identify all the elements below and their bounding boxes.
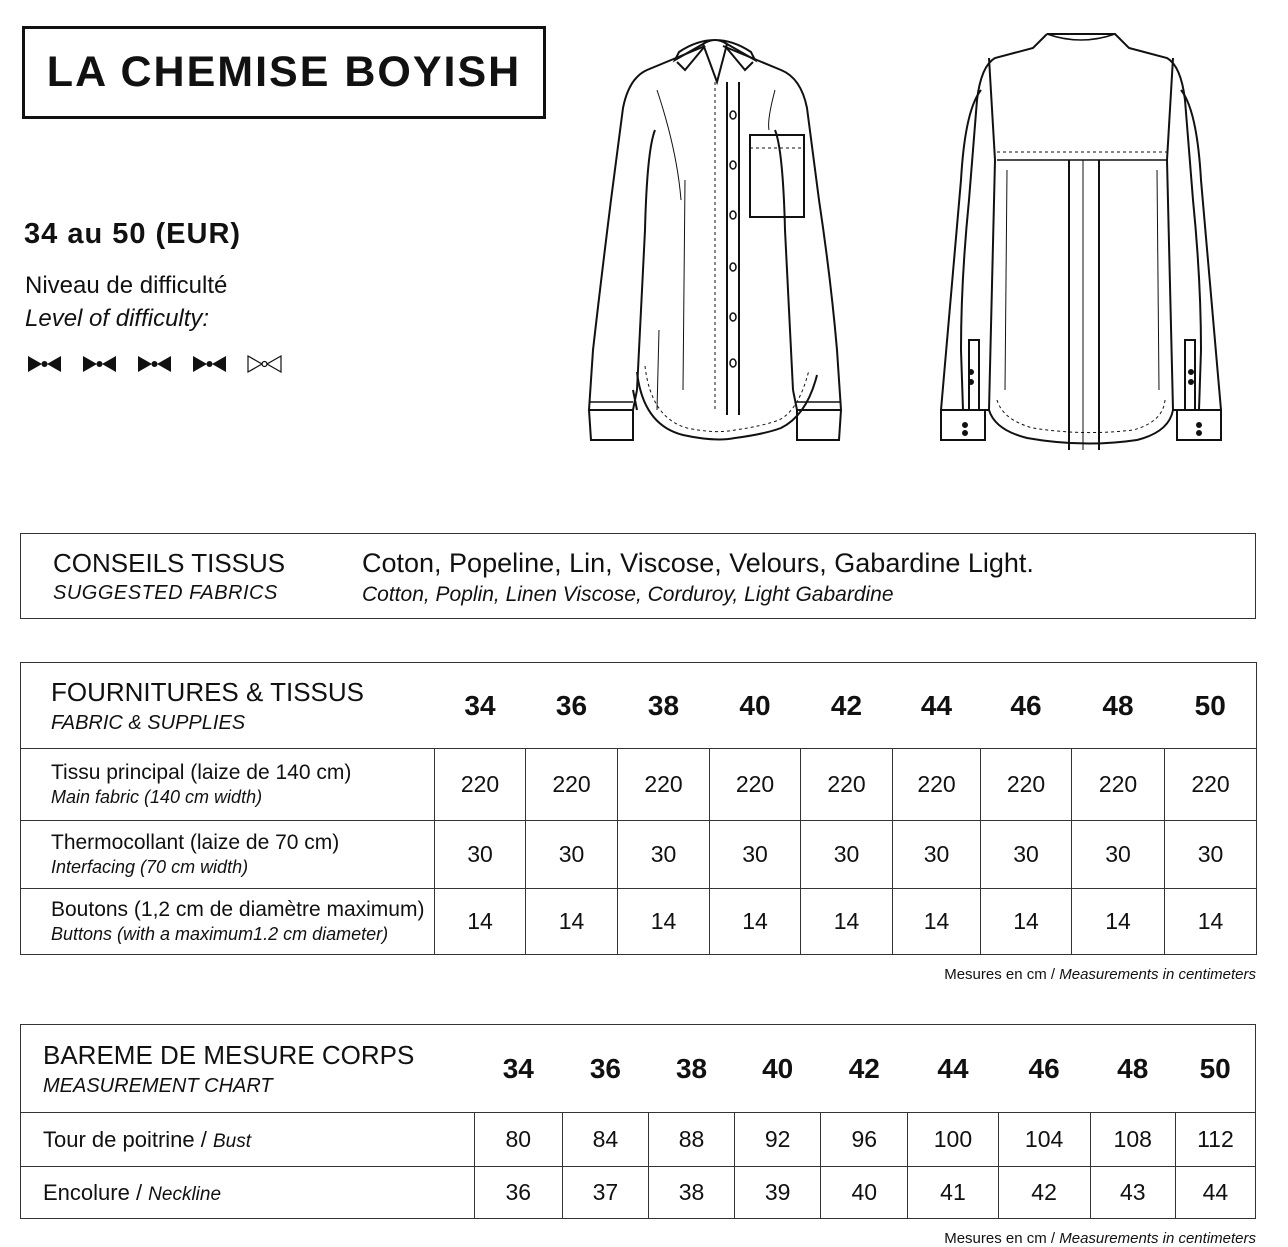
measurement-table	[20, 1024, 1256, 1219]
table-cell: 14	[1165, 889, 1257, 955]
table-cell: 14	[893, 889, 981, 955]
table-cell: 30	[710, 821, 801, 889]
fabrics-list-en: Cotton, Poplin, Linen Viscose, Corduroy, Light Gabardine	[362, 583, 894, 606]
size-header: 36	[555, 689, 588, 721]
table-row	[21, 821, 1257, 889]
row-label	[21, 821, 435, 889]
table-cell: 37	[562, 1167, 648, 1219]
difficulty-rating	[26, 350, 283, 378]
size-range: 34 au 50 (EUR)	[24, 218, 242, 250]
table-title-cell	[21, 663, 435, 749]
size-header: 34	[502, 1052, 534, 1084]
table-cell: 14	[801, 889, 893, 955]
row-label	[21, 1113, 475, 1167]
table-row	[21, 749, 1257, 821]
table-cell: 30	[435, 821, 526, 889]
row-label-en: Neckline	[148, 1183, 222, 1205]
size-header: 48	[1117, 1052, 1149, 1084]
table-cell: 14	[526, 889, 618, 955]
size-header: 48	[1102, 689, 1134, 721]
bow-filled-icon	[81, 350, 118, 378]
table-row	[21, 1113, 1256, 1167]
row-label-en: Main fabric (140 cm width)	[51, 787, 263, 807]
row-label	[21, 889, 435, 955]
table-cell: 30	[981, 821, 1072, 889]
bow-outline-icon	[246, 350, 283, 378]
table-cell: 44	[1175, 1167, 1255, 1219]
table-cell: 41	[908, 1167, 998, 1219]
table-cell: 100	[908, 1113, 998, 1167]
supplies-table	[20, 662, 1257, 955]
table-cell: 220	[618, 749, 710, 821]
size-header: 44	[920, 689, 953, 721]
table-title-cell	[21, 1025, 475, 1113]
table-cell: 39	[735, 1167, 821, 1219]
size-header: 50	[1199, 1052, 1231, 1084]
suggested-fabrics-panel	[20, 533, 1256, 619]
row-label-fr: Encolure /	[43, 1179, 149, 1205]
table-cell: 30	[893, 821, 981, 889]
table-cell: 220	[1072, 749, 1165, 821]
fabrics-title-fr: CONSEILS TISSUS	[53, 548, 286, 578]
table-header-row	[21, 663, 1257, 749]
table-cell: 30	[801, 821, 893, 889]
measurements-note: Mesures en cm / Measurements in centimeters	[944, 1230, 1256, 1247]
table-title-en: FABRIC & SUPPLIES	[51, 711, 246, 734]
table-cell: 30	[618, 821, 710, 889]
row-label-en: Interfacing (70 cm width)	[51, 857, 249, 877]
size-header: 34	[464, 689, 496, 721]
shirt-back-illustration	[937, 30, 1237, 450]
table-cell: 38	[649, 1167, 735, 1219]
row-label	[21, 1167, 475, 1219]
bow-filled-icon	[26, 350, 63, 378]
row-label	[21, 749, 435, 821]
size-header: 40	[739, 689, 771, 721]
size-header: 36	[589, 1052, 622, 1084]
table-title-fr: FOURNITURES & TISSUS	[51, 676, 365, 707]
size-header: 42	[830, 689, 863, 721]
size-header: 50	[1194, 689, 1226, 721]
table-cell: 30	[1165, 821, 1257, 889]
table-cell: 92	[735, 1113, 821, 1167]
table-cell: 220	[981, 749, 1072, 821]
size-header: 44	[937, 1052, 969, 1084]
table-cell: 30	[526, 821, 618, 889]
table-cell: 220	[1165, 749, 1257, 821]
row-label-fr: Boutons (1,2 cm de diamètre maximum)	[51, 898, 425, 921]
size-header: 46	[1010, 689, 1042, 721]
table-cell: 14	[618, 889, 710, 955]
supplies-note: Mesures en cm / Measurements in centimeters	[944, 966, 1256, 983]
size-header: 46	[1028, 1052, 1060, 1084]
table-row	[21, 889, 1257, 955]
table-cell: 14	[435, 889, 526, 955]
table-cell: 220	[435, 749, 526, 821]
size-header: 42	[848, 1052, 880, 1084]
table-cell: 36	[474, 1167, 562, 1219]
fabrics-list-fr: Coton, Popeline, Lin, Viscose, Velours, Gabardine Light.	[362, 548, 1034, 578]
table-cell: 14	[1072, 889, 1165, 955]
table-title-fr: BAREME DE MESURE CORPS	[43, 1039, 415, 1070]
bow-filled-icon	[136, 350, 173, 378]
size-header: 40	[762, 1052, 794, 1084]
table-cell: 220	[526, 749, 618, 821]
row-label-fr: Thermocollant (laize de 70 cm)	[51, 831, 340, 854]
row-label-fr: Tissu principal (laize de 140 cm)	[51, 761, 352, 784]
table-cell: 14	[981, 889, 1072, 955]
table-row	[21, 1167, 1256, 1219]
table-cell: 14	[710, 889, 801, 955]
size-header: 38	[647, 689, 680, 721]
table-title-en: MEASUREMENT CHART	[43, 1074, 273, 1097]
difficulty-label-en: Level of difficulty:	[25, 305, 210, 332]
table-header-row	[21, 1025, 1256, 1113]
row-label-en: Buttons (with a maximum1.2 cm diameter)	[51, 924, 389, 944]
row-label-en: Bust	[212, 1130, 252, 1152]
difficulty-label-fr: Niveau de difficulté	[25, 272, 228, 299]
table-cell: 40	[821, 1167, 908, 1219]
row-label-fr: Tour de poitrine /	[43, 1126, 213, 1152]
table-cell: 88	[649, 1113, 735, 1167]
table-cell: 96	[821, 1113, 908, 1167]
table-cell: 104	[998, 1113, 1090, 1167]
bow-filled-icon	[191, 350, 228, 378]
title-box	[22, 26, 546, 119]
table-cell: 220	[893, 749, 981, 821]
table-cell: 80	[474, 1113, 562, 1167]
fabrics-title-en: SUGGESTED FABRICS	[53, 582, 278, 604]
table-cell: 84	[562, 1113, 648, 1167]
table-cell: 42	[998, 1167, 1090, 1219]
table-cell: 220	[710, 749, 801, 821]
table-cell: 30	[1072, 821, 1165, 889]
page-title: LA CHEMISE BOYISH	[46, 48, 522, 96]
table-cell: 43	[1090, 1167, 1175, 1219]
table-cell: 108	[1090, 1113, 1175, 1167]
table-cell: 112	[1175, 1113, 1255, 1167]
size-header: 38	[675, 1052, 708, 1084]
shirt-front-illustration	[585, 30, 845, 450]
table-cell: 220	[801, 749, 893, 821]
